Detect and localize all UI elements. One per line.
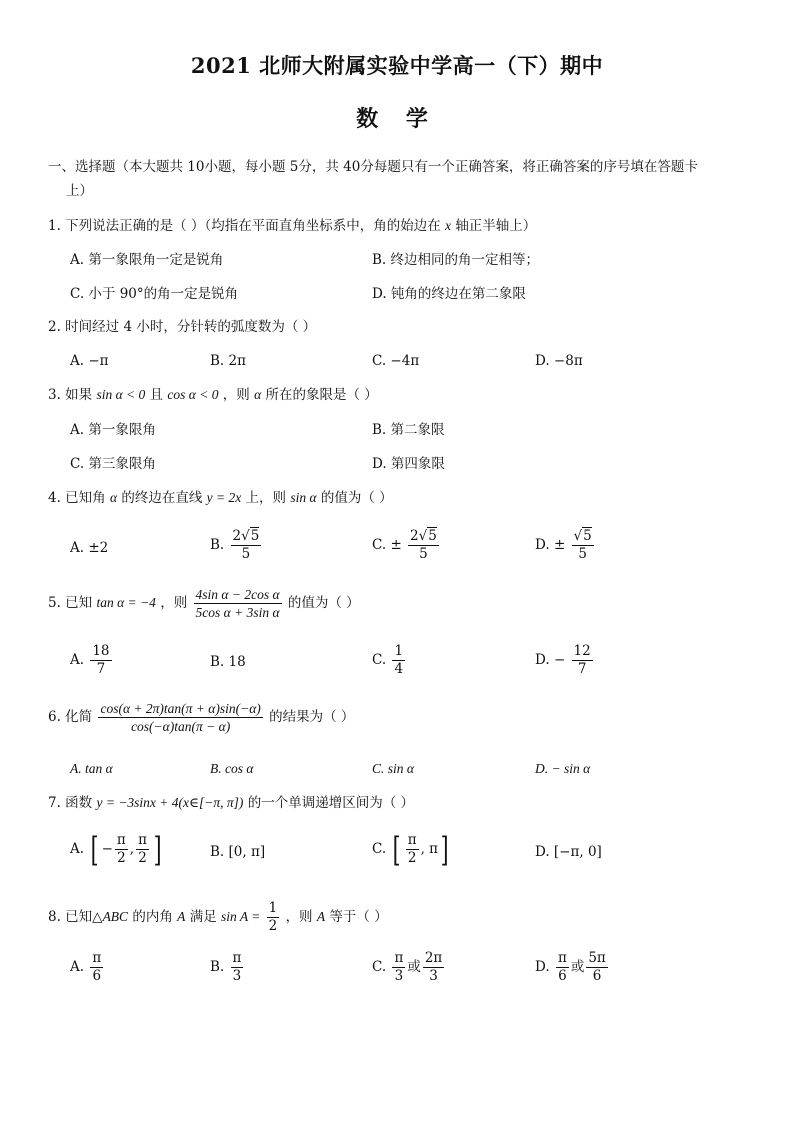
q8-c-or: 或: [407, 959, 421, 975]
q7-function: y = −3sinx + 4(x∈[−π, π]): [96, 795, 244, 810]
q4-stem-text-a: 4. 已知角: [48, 490, 106, 506]
q3-var: α: [254, 387, 262, 402]
q4-c-radicand: 5: [428, 528, 437, 544]
q5-stem-text-a: 5. 已知: [48, 595, 93, 611]
q5-condition: tan α = −4: [96, 595, 156, 610]
exam-title: 2021 北师大附属实验中学高一（下）期中: [190, 53, 604, 78]
q4-option-c-fraction: [408, 528, 439, 563]
q7-stem-text-b: 的一个单调递增区间为（ ）: [247, 795, 415, 811]
q5-option-d-label: D.: [535, 652, 550, 668]
q7-option-d: D. [−π, 0]: [535, 844, 602, 860]
q5-a-numerator: 18: [92, 643, 110, 659]
q6-option-d: D. − sin α: [535, 761, 591, 776]
q3-option-a: A. 第一象限角: [70, 422, 156, 438]
q7-a-num-1: π: [116, 832, 126, 848]
q7-a-den-1: 2: [117, 850, 126, 866]
question-8-stem: [48, 900, 388, 935]
q7-stem-text-a: 7. 函数: [48, 795, 93, 811]
q1-option-a: A. 第一象限角一定是锐角: [70, 252, 224, 268]
q3-stem-text-d: 所在的象限是（ ）: [265, 387, 378, 403]
q7-c-fraction: [406, 832, 419, 867]
q5-option-a: [70, 643, 114, 678]
q8-d-or: 或: [570, 959, 585, 975]
q5-option-d-fraction: [572, 643, 593, 678]
q5-stem-text-b: ，则: [160, 595, 188, 611]
q1-option-c: C. 小于 90°的角一定是锐角: [70, 286, 239, 302]
q8-option-d-label: D.: [535, 959, 550, 975]
q4-option-d-label: D.: [535, 537, 550, 553]
q8-b-num: π: [232, 950, 242, 966]
q5-c-numerator: 1: [394, 643, 404, 659]
q7-c-num: π: [407, 832, 417, 848]
q8-a-den: 6: [92, 968, 102, 984]
q5-expression-numerator: 4sin α − 2cos α: [195, 587, 280, 602]
q2-option-c: C. −4π: [372, 353, 420, 369]
q5-d-numerator: 12: [573, 643, 591, 659]
q5-expression-denominator: 5cos α + 3sin α: [195, 605, 280, 620]
q7-option-b: B. [0, π]: [210, 844, 266, 860]
q3-option-b: B. 第二象限: [372, 422, 445, 438]
q6-stem-text-b: 的结果为（ ）: [269, 709, 355, 725]
section-instructions-line1: 一、选择题（本大题共 10小题，每小题 5分，共 40分每题只有一个正确答案，将正确答案的序号填在答题卡: [48, 159, 698, 175]
q4-b-coef: 2: [232, 528, 242, 544]
q4-expression: sin α: [290, 490, 317, 505]
question-3-stem: [48, 386, 378, 404]
q1-stem-var: x: [445, 218, 452, 233]
q3-condition-sin: sin α < 0: [96, 387, 146, 402]
q8-a-fraction: [90, 950, 103, 985]
q8-d-num-2: 5π: [588, 950, 606, 966]
q4-stem-text-b: 的终边在直线: [121, 490, 203, 506]
q6-expression-denominator: cos(−α)tan(π − α): [131, 719, 231, 734]
q8-c-fraction-1: [392, 950, 405, 985]
q8-option-a: [70, 950, 105, 985]
question-7-stem: [48, 794, 414, 812]
q7-c-den: 2: [407, 850, 417, 866]
q1-option-d: D. 钝角的终边在第二象限: [372, 286, 526, 302]
q4-var: α: [109, 490, 118, 505]
q7-c-left-bracket: [: [393, 829, 402, 870]
question-5-stem: [48, 586, 360, 621]
q4-option-c: [372, 528, 441, 563]
q8-c-num-2: 2π: [424, 950, 443, 966]
q4-line-equation: y = 2x: [206, 490, 242, 505]
q8-d-den-2: 6: [592, 968, 602, 984]
q4-c-coef: 2: [410, 528, 419, 544]
q5-option-a-fraction: [90, 643, 111, 678]
q8-stem-text-b: 的内角: [132, 909, 173, 925]
q2-option-d: D. −8π: [535, 353, 583, 369]
q7-a-sign: −: [101, 841, 113, 857]
q2-option-b: B. 2π: [210, 353, 246, 369]
q5-option-c-label: C.: [372, 652, 387, 668]
q7-option-a-label: A.: [70, 841, 85, 857]
q4-option-b-denominator: 5: [241, 546, 251, 562]
section-instructions-line2: 上）: [66, 183, 93, 199]
q7-c-right-bracket: ]: [440, 829, 449, 870]
q6-option-c: C. sin α: [372, 761, 414, 776]
q7-option-c: [372, 829, 451, 870]
q8-option-c-label: C.: [372, 959, 387, 975]
q3-stem-text-a: 3. 如果: [48, 387, 93, 403]
q1-stem-text-b: 轴正半轴上）: [455, 218, 537, 234]
q8-c-fraction-2: [423, 950, 444, 985]
q8-d-num-1: π: [557, 950, 567, 966]
q8-option-c: [372, 950, 446, 985]
subject-title: 数 学: [356, 106, 438, 132]
q1-option-b: B. 终边相同的角一定相等；: [372, 252, 540, 268]
q8-stem-text-e: 等于（ ）: [329, 909, 388, 925]
question-2-stem: 2. 时间经过 4 小时，分针转的弧度数为（ ）: [48, 319, 317, 335]
q8-option-a-label: A.: [70, 959, 85, 975]
q7-a-fraction-2: [136, 832, 149, 867]
q4-option-d-fraction: [572, 528, 594, 563]
q8-cond-den: 2: [268, 918, 278, 934]
q5-expression-fraction: [194, 586, 282, 621]
q4-option-c-denominator: 5: [419, 546, 428, 562]
q8-b-den: 3: [232, 968, 242, 984]
q7-c-rest: , π: [420, 841, 439, 857]
q4-stem-text-d: 的值为（ ）: [320, 490, 393, 506]
q7-a-comma: ,: [129, 841, 135, 857]
q8-condition-fraction: [267, 900, 280, 935]
q4-option-d-sign: ±: [553, 537, 566, 553]
q8-d-fraction-1: [556, 950, 569, 985]
q4-stem-text-c: 上，则: [245, 490, 287, 506]
q8-a-num: π: [92, 950, 102, 966]
q3-stem-text-b: 且: [149, 387, 164, 403]
q4-option-b-fraction: [231, 528, 262, 563]
q5-option-d: [535, 643, 595, 678]
q4-option-c-sign: ±: [390, 537, 402, 553]
q4-b-radicand: 5: [250, 528, 260, 544]
q8-stem-text-c: 满足: [189, 909, 217, 925]
q6-expression-numerator: cos(α + 2π)tan(π + α)sin(−α): [100, 701, 261, 716]
q5-d-denominator: 7: [577, 661, 587, 677]
q8-b-fraction: [231, 950, 244, 985]
q8-angle-2: A: [316, 909, 326, 924]
q7-a-den-2: 2: [138, 850, 147, 866]
q8-c-num-1: π: [394, 950, 404, 966]
q8-option-b: [210, 950, 245, 985]
q7-a-num-2: π: [138, 832, 147, 848]
q7-option-c-label: C.: [372, 841, 387, 857]
q4-d-radicand: 5: [583, 528, 592, 544]
q8-d-den-1: 6: [558, 968, 567, 984]
question-6-stem: [48, 700, 354, 735]
q8-option-d: [535, 950, 610, 985]
q2-option-a: A. −π: [70, 353, 109, 369]
q3-option-d: D. 第四象限: [372, 456, 445, 472]
q6-option-b: B. cos α: [210, 761, 254, 776]
q4-option-b-numerator: 2√5: [232, 528, 260, 544]
q4-option-a: A. ±2: [70, 540, 109, 556]
q8-condition: sin A =: [221, 909, 261, 924]
q4-option-c-numerator: 2√5: [410, 528, 437, 544]
q8-stem-text-a: 8. 已知△: [48, 909, 103, 925]
q8-cond-num: 1: [268, 900, 278, 916]
q5-option-b: B. 18: [210, 654, 246, 670]
q6-option-a: A. tan α: [70, 761, 113, 776]
q6-stem-text-a: 6. 化简: [48, 709, 93, 725]
q5-a-denominator: 7: [96, 661, 106, 677]
q7-a-fraction-1: [115, 832, 128, 867]
q5-option-d-sign: −: [553, 652, 566, 668]
q3-stem-text-c: ，则: [222, 387, 250, 403]
question-4-stem: [48, 489, 393, 507]
q8-stem-text-d: ，则: [285, 909, 313, 925]
q8-triangle: ABC: [102, 909, 129, 924]
q4-option-d-denominator: 5: [578, 546, 587, 562]
q4-option-b: [210, 528, 263, 563]
q4-option-c-label: C.: [372, 537, 387, 553]
q8-angle: A: [177, 909, 186, 924]
q8-option-b-label: B.: [210, 959, 225, 975]
q7-a-right-bracket: ]: [153, 829, 162, 870]
q4-option-b-label: B.: [210, 537, 225, 553]
q6-expression-fraction: [98, 700, 262, 735]
q5-c-denominator: 4: [394, 661, 404, 677]
q5-option-c: [372, 643, 407, 678]
q1-stem-text-a: 1. 下列说法正确的是（ ）（均指在平面直角坐标系中，角的始边在: [48, 218, 441, 234]
q4-option-d: [535, 528, 596, 563]
q3-condition-cos: cos α < 0: [167, 387, 219, 402]
question-1-stem: [48, 217, 536, 235]
q8-d-fraction-2: [586, 950, 607, 985]
q3-option-c: C. 第三象限角: [70, 456, 156, 472]
q8-c-den-2: 3: [429, 968, 438, 984]
q5-option-a-label: A.: [70, 652, 85, 668]
q8-c-den-1: 3: [394, 968, 404, 984]
q5-option-c-fraction: [392, 643, 405, 678]
q7-a-left-bracket: [: [90, 829, 99, 870]
q5-stem-text-c: 的值为（ ）: [287, 595, 360, 611]
q4-option-d-numerator: √5: [573, 528, 592, 544]
q7-option-a: [70, 829, 164, 870]
